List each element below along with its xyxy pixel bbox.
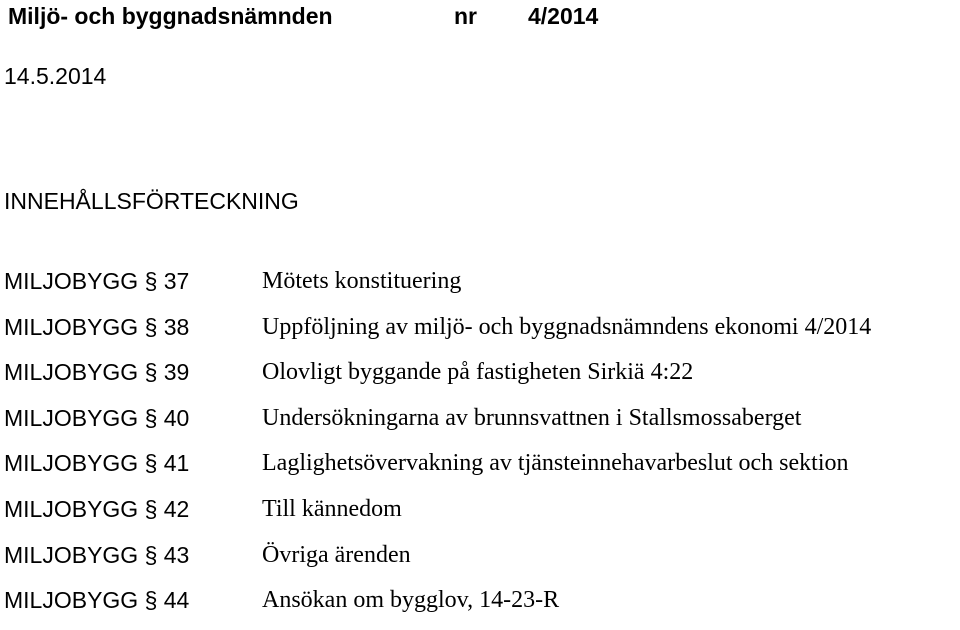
- toc-item-description: Undersökningarna av brunnsvattnen i Stallsmossaberget: [262, 404, 802, 431]
- toc-item-code: MILJOBYGG § 39: [4, 359, 190, 386]
- toc-item-code: MILJOBYGG § 40: [4, 404, 190, 431]
- toc-item: [0, 584, 960, 630]
- toc-title: INNEHÅLLSFÖRTECKNING: [4, 188, 299, 214]
- toc-item-description: Uppföljning av miljö- och byggnadsnämndens ekonomi 4/2014: [262, 313, 872, 340]
- meeting-number: 4/2014: [528, 3, 599, 29]
- toc-item-description: Laglighetsövervakning av tjänsteinnehavarbeslut och sektion: [262, 450, 849, 477]
- number-label: nr: [454, 3, 477, 29]
- toc-item-description: Mötets konstituering: [262, 268, 462, 294]
- toc-item-code: MILJOBYGG § 43: [4, 541, 190, 568]
- toc-item: [0, 356, 960, 402]
- toc-item-code: MILJOBYGG § 42: [4, 495, 190, 522]
- toc-item: [0, 539, 960, 585]
- table-of-contents: [0, 265, 960, 630]
- toc-item-description: Till kännedom: [262, 495, 402, 522]
- toc-item-code: MILJOBYGG § 38: [4, 313, 190, 340]
- toc-item-code: MILJOBYGG § 44: [4, 587, 190, 614]
- toc-item: [0, 311, 960, 357]
- toc-item: [0, 493, 960, 539]
- toc-item-code: MILJOBYGG § 37: [4, 268, 190, 294]
- toc-item-description: Övriga ärenden: [262, 541, 411, 568]
- toc-item-description: Olovligt byggande på fastigheten Sirkiä 4:22: [262, 359, 694, 386]
- meeting-date: 14.5.2014: [4, 63, 107, 89]
- toc-item: [0, 265, 960, 311]
- toc-item-description: Ansökan om bygglov, 14-23-R: [262, 587, 560, 614]
- toc-item-code: MILJOBYGG § 41: [4, 450, 190, 477]
- toc-item: [0, 447, 960, 493]
- toc-item: [0, 402, 960, 448]
- committee-name: Miljö- och byggnadsnämnden: [8, 3, 333, 29]
